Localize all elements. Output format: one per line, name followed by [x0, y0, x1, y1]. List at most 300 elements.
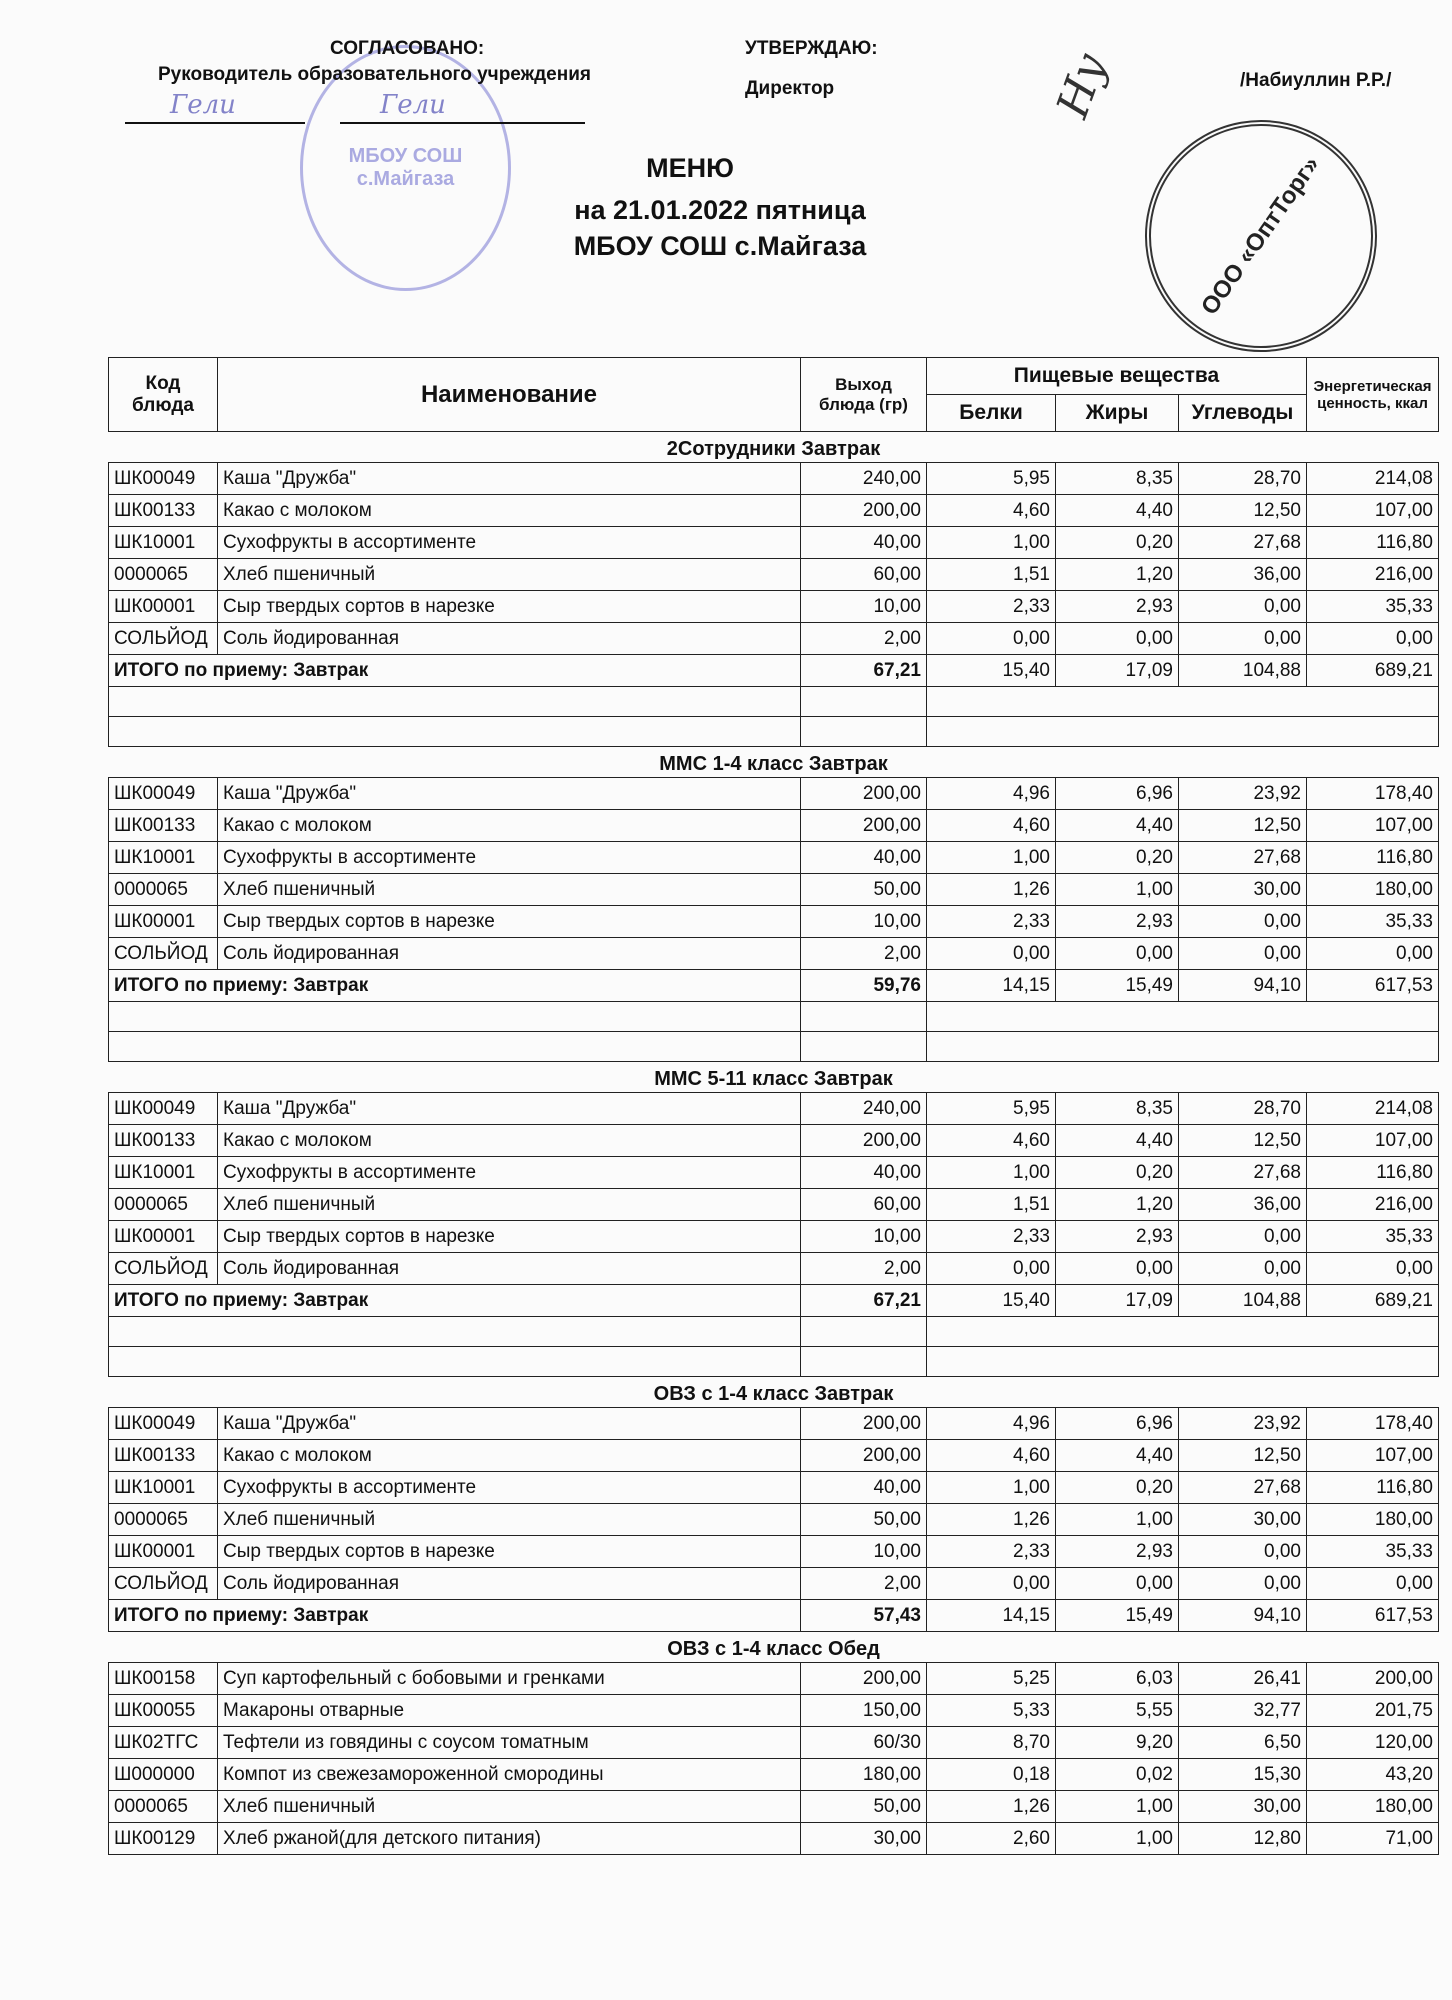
- dish-code: ШК00129: [109, 1823, 218, 1855]
- dish-carbs: 28,70: [1179, 463, 1307, 495]
- doc-title: МЕНЮ: [646, 153, 734, 183]
- dish-carbs: 26,41: [1179, 1663, 1307, 1695]
- dish-fat: 0,00: [1056, 1253, 1179, 1285]
- table-row: [109, 1791, 1439, 1823]
- dish-code: ШК00049: [109, 463, 218, 495]
- dish-fat: 1,00: [1056, 1791, 1179, 1823]
- dish-code: ШК10001: [109, 527, 218, 559]
- dish-fat: 1,00: [1056, 874, 1179, 906]
- total-carbs: 104,88: [1179, 1285, 1307, 1317]
- dish-code: ШК00055: [109, 1695, 218, 1727]
- dish-name: Какао с молоком: [218, 810, 801, 842]
- dish-weight: 50,00: [801, 874, 927, 906]
- total-protein: 14,15: [927, 970, 1056, 1002]
- dish-name: Тефтели из говядины с соусом томатным: [218, 1727, 801, 1759]
- table-row: [109, 1504, 1439, 1536]
- director-label: Директор: [745, 78, 835, 99]
- blank-cell: [801, 1347, 927, 1377]
- dish-weight: 30,00: [801, 1823, 927, 1855]
- dish-protein: 2,60: [927, 1823, 1056, 1855]
- dish-code: ШК00001: [109, 1536, 218, 1568]
- dish-protein: 5,95: [927, 1093, 1056, 1125]
- dish-code: ШК00001: [109, 1221, 218, 1253]
- dish-fat: 2,93: [1056, 906, 1179, 938]
- dish-name: Хлеб пшеничный: [218, 559, 801, 591]
- table-row: [109, 1695, 1439, 1727]
- agreed-label: СОГЛАСОВАНО:: [330, 38, 485, 59]
- dish-weight: 10,00: [801, 906, 927, 938]
- dish-energy: 214,08: [1307, 463, 1439, 495]
- dish-fat: 6,96: [1056, 778, 1179, 810]
- dish-code: ШК10001: [109, 1472, 218, 1504]
- total-label: ИТОГО по приему: Завтрак: [109, 655, 801, 687]
- dish-fat: 1,00: [1056, 1823, 1179, 1855]
- blank-cell: [109, 1002, 801, 1032]
- dish-fat: 8,35: [1056, 1093, 1179, 1125]
- dish-fat: 6,03: [1056, 1663, 1179, 1695]
- dish-name: Сухофрукты в ассортименте: [218, 527, 801, 559]
- total-protein: 15,40: [927, 655, 1056, 687]
- dish-code: ШК00133: [109, 810, 218, 842]
- dish-energy: 35,33: [1307, 591, 1439, 623]
- director-signature: Ну: [1047, 46, 1117, 125]
- table-row: [109, 874, 1439, 906]
- blank-cell: [109, 1032, 801, 1062]
- dish-name: Хлеб пшеничный: [218, 1791, 801, 1823]
- dish-carbs: 6,50: [1179, 1727, 1307, 1759]
- dish-protein: 4,60: [927, 495, 1056, 527]
- section-title-row: [109, 1632, 1439, 1663]
- blank-cell: [801, 1317, 927, 1347]
- dish-carbs: 15,30: [1179, 1759, 1307, 1791]
- dish-protein: 4,96: [927, 778, 1056, 810]
- dish-protein: 1,26: [927, 1791, 1056, 1823]
- dish-name: Хлеб пшеничный: [218, 1504, 801, 1536]
- dish-protein: 1,26: [927, 1504, 1056, 1536]
- dish-fat: 0,02: [1056, 1759, 1179, 1791]
- dish-name: Каша "Дружба": [218, 778, 801, 810]
- dish-energy: 216,00: [1307, 559, 1439, 591]
- dish-carbs: 12,50: [1179, 495, 1307, 527]
- dish-name: Каша "Дружба": [218, 1408, 801, 1440]
- dish-code: ШК00001: [109, 906, 218, 938]
- section-title: ОВЗ с 1-4 класс Обед: [667, 1637, 880, 1660]
- table-row: [109, 1221, 1439, 1253]
- dish-energy: 43,20: [1307, 1759, 1439, 1791]
- dish-name: Каша "Дружба": [218, 1093, 801, 1125]
- table-row: [109, 1440, 1439, 1472]
- dish-fat: 4,40: [1056, 810, 1179, 842]
- dish-code: 0000065: [109, 874, 218, 906]
- dish-energy: 0,00: [1307, 623, 1439, 655]
- table-row: [109, 1759, 1439, 1791]
- dish-name: Каша "Дружба": [218, 463, 801, 495]
- table-row: [109, 495, 1439, 527]
- dish-carbs: 23,92: [1179, 778, 1307, 810]
- blank-cell: [927, 1032, 1439, 1062]
- section-title-row: [109, 1377, 1439, 1408]
- col-carbs: Углеводы: [1179, 395, 1307, 432]
- dish-weight: 10,00: [801, 591, 927, 623]
- col-energy: Энергетическая ценность, ккал: [1307, 358, 1439, 432]
- signature-left-1: Гели: [170, 90, 236, 120]
- total-weight: 67,21: [801, 655, 927, 687]
- dish-carbs: 30,00: [1179, 1504, 1307, 1536]
- dish-fat: 0,00: [1056, 1568, 1179, 1600]
- total-label: ИТОГО по приему: Завтрак: [109, 1285, 801, 1317]
- dish-name: Соль йодированная: [218, 623, 801, 655]
- dish-code: ШК10001: [109, 1157, 218, 1189]
- total-fat: 17,09: [1056, 1285, 1179, 1317]
- total-fat: 17,09: [1056, 655, 1179, 687]
- dish-carbs: 27,68: [1179, 1157, 1307, 1189]
- dish-code: ШК00049: [109, 778, 218, 810]
- table-row: [109, 1663, 1439, 1695]
- col-protein: Белки: [927, 395, 1056, 432]
- dish-code: ШК00158: [109, 1663, 218, 1695]
- dish-fat: 9,20: [1056, 1727, 1179, 1759]
- dish-protein: 0,00: [927, 1568, 1056, 1600]
- dish-fat: 0,20: [1056, 842, 1179, 874]
- dish-code: СОЛЬЙОД: [109, 1568, 218, 1600]
- blank-cell: [801, 687, 927, 717]
- dish-carbs: 27,68: [1179, 527, 1307, 559]
- dish-fat: 0,00: [1056, 938, 1179, 970]
- dish-energy: 0,00: [1307, 938, 1439, 970]
- dish-protein: 1,51: [927, 1189, 1056, 1221]
- dish-weight: 10,00: [801, 1221, 927, 1253]
- col-code: Код блюда: [109, 358, 218, 432]
- blank-cell: [927, 717, 1439, 747]
- total-weight: 67,21: [801, 1285, 927, 1317]
- dish-protein: 5,33: [927, 1695, 1056, 1727]
- dish-name: Соль йодированная: [218, 1568, 801, 1600]
- menu-body: [109, 432, 1439, 1855]
- total-energy: 617,53: [1307, 1600, 1439, 1632]
- dish-code: ШК02ТГС: [109, 1727, 218, 1759]
- dish-weight: 200,00: [801, 1125, 927, 1157]
- table-row: [109, 938, 1439, 970]
- dish-weight: 40,00: [801, 1157, 927, 1189]
- dish-name: Сыр твердых сортов в нарезке: [218, 1536, 801, 1568]
- dish-energy: 116,80: [1307, 527, 1439, 559]
- blank-cell: [801, 1002, 927, 1032]
- dish-protein: 2,33: [927, 591, 1056, 623]
- section-title-row: [109, 747, 1439, 778]
- blank-row: [109, 1032, 1439, 1062]
- dish-fat: 0,20: [1056, 527, 1179, 559]
- total-carbs: 94,10: [1179, 1600, 1307, 1632]
- dish-carbs: 0,00: [1179, 938, 1307, 970]
- table-row: [109, 1253, 1439, 1285]
- dish-carbs: 30,00: [1179, 874, 1307, 906]
- dish-weight: 10,00: [801, 1536, 927, 1568]
- dish-energy: 35,33: [1307, 1221, 1439, 1253]
- total-weight: 59,76: [801, 970, 927, 1002]
- table-row: [109, 559, 1439, 591]
- dish-energy: 107,00: [1307, 810, 1439, 842]
- dish-carbs: 12,50: [1179, 810, 1307, 842]
- dish-weight: 240,00: [801, 1093, 927, 1125]
- dish-weight: 50,00: [801, 1504, 927, 1536]
- dish-carbs: 0,00: [1179, 1221, 1307, 1253]
- dish-protein: 8,70: [927, 1727, 1056, 1759]
- dish-protein: 1,26: [927, 874, 1056, 906]
- section-title: ММС 5-11 класс Завтрак: [654, 1067, 893, 1090]
- dish-energy: 107,00: [1307, 1125, 1439, 1157]
- total-carbs: 104,88: [1179, 655, 1307, 687]
- dish-name: Хлеб ржаной(для детского питания): [218, 1823, 801, 1855]
- table-row: [109, 1408, 1439, 1440]
- dish-carbs: 0,00: [1179, 906, 1307, 938]
- dish-carbs: 0,00: [1179, 1536, 1307, 1568]
- dish-energy: 180,00: [1307, 1791, 1439, 1823]
- dish-weight: 2,00: [801, 1568, 927, 1600]
- director-name: /Набиуллин Р.Р./: [1240, 70, 1392, 91]
- table-row: [109, 1823, 1439, 1855]
- dish-fat: 1,20: [1056, 1189, 1179, 1221]
- dish-energy: 216,00: [1307, 1189, 1439, 1221]
- dish-weight: 60,00: [801, 559, 927, 591]
- menu-table: [108, 357, 1439, 1855]
- dish-weight: 40,00: [801, 527, 927, 559]
- dish-protein: 1,00: [927, 1157, 1056, 1189]
- total-row: [109, 655, 1439, 687]
- dish-name: Соль йодированная: [218, 1253, 801, 1285]
- section-title-row: [109, 432, 1439, 463]
- dish-carbs: 0,00: [1179, 1568, 1307, 1600]
- dish-weight: 200,00: [801, 810, 927, 842]
- blank-cell: [927, 1317, 1439, 1347]
- table-row: [109, 1093, 1439, 1125]
- total-energy: 689,21: [1307, 655, 1439, 687]
- dish-energy: 180,00: [1307, 1504, 1439, 1536]
- total-label: ИТОГО по приему: Завтрак: [109, 970, 801, 1002]
- blank-cell: [109, 1347, 801, 1377]
- table-row: [109, 1568, 1439, 1600]
- dish-weight: 60,00: [801, 1189, 927, 1221]
- dish-carbs: 32,77: [1179, 1695, 1307, 1727]
- dish-weight: 180,00: [801, 1759, 927, 1791]
- blank-cell: [927, 687, 1439, 717]
- dish-energy: 71,00: [1307, 1823, 1439, 1855]
- total-row: [109, 1285, 1439, 1317]
- blank-cell: [109, 687, 801, 717]
- dish-protein: 4,96: [927, 1408, 1056, 1440]
- total-carbs: 94,10: [1179, 970, 1307, 1002]
- dish-name: Компот из свежезамороженной смородины: [218, 1759, 801, 1791]
- dish-name: Сухофрукты в ассортименте: [218, 1157, 801, 1189]
- dish-protein: 1,00: [927, 842, 1056, 874]
- dish-carbs: 30,00: [1179, 1791, 1307, 1823]
- dish-weight: 200,00: [801, 778, 927, 810]
- school-stamp-text: МБОУ СОШ с.Майгаза: [348, 145, 463, 190]
- total-energy: 617,53: [1307, 970, 1439, 1002]
- dish-name: Хлеб пшеничный: [218, 874, 801, 906]
- dish-protein: 2,33: [927, 906, 1056, 938]
- dish-fat: 8,35: [1056, 463, 1179, 495]
- dish-name: Сыр твердых сортов в нарезке: [218, 591, 801, 623]
- dish-carbs: 27,68: [1179, 1472, 1307, 1504]
- dish-energy: 107,00: [1307, 495, 1439, 527]
- total-fat: 15,49: [1056, 1600, 1179, 1632]
- table-row: [109, 1727, 1439, 1759]
- signature-left-2: Гели: [380, 90, 446, 120]
- supplier-stamp-text: ООО «ОптТорг»: [1195, 151, 1326, 320]
- dish-protein: 5,25: [927, 1663, 1056, 1695]
- total-fat: 15,49: [1056, 970, 1179, 1002]
- dish-energy: 180,00: [1307, 874, 1439, 906]
- dish-weight: 40,00: [801, 1472, 927, 1504]
- blank-row: [109, 1347, 1439, 1377]
- blank-cell: [109, 717, 801, 747]
- dish-weight: 2,00: [801, 1253, 927, 1285]
- dish-energy: 201,75: [1307, 1695, 1439, 1727]
- table-row: [109, 463, 1439, 495]
- dish-protein: 4,60: [927, 810, 1056, 842]
- total-row: [109, 970, 1439, 1002]
- dish-energy: 0,00: [1307, 1253, 1439, 1285]
- dish-name: Какао с молоком: [218, 495, 801, 527]
- dish-code: СОЛЬЙОД: [109, 623, 218, 655]
- section-title: ОВЗ с 1-4 класс Завтрак: [653, 1382, 894, 1405]
- dish-carbs: 0,00: [1179, 1253, 1307, 1285]
- dish-weight: 2,00: [801, 623, 927, 655]
- dish-protein: 2,33: [927, 1221, 1056, 1253]
- dish-protein: 5,95: [927, 463, 1056, 495]
- signature-line-2: [340, 122, 585, 124]
- table-row: [109, 1536, 1439, 1568]
- dish-code: ШК00001: [109, 591, 218, 623]
- total-label: ИТОГО по приему: Завтрак: [109, 1600, 801, 1632]
- dish-code: ШК00049: [109, 1093, 218, 1125]
- dish-carbs: 12,50: [1179, 1440, 1307, 1472]
- table-row: [109, 1189, 1439, 1221]
- dish-fat: 1,20: [1056, 559, 1179, 591]
- dish-weight: 200,00: [801, 1440, 927, 1472]
- dish-weight: 240,00: [801, 463, 927, 495]
- blank-row: [109, 717, 1439, 747]
- dish-weight: 200,00: [801, 1408, 927, 1440]
- dish-code: ШК00133: [109, 1440, 218, 1472]
- dish-carbs: 0,00: [1179, 591, 1307, 623]
- total-protein: 15,40: [927, 1285, 1056, 1317]
- total-protein: 14,15: [927, 1600, 1056, 1632]
- dish-fat: 0,20: [1056, 1157, 1179, 1189]
- dish-fat: 4,40: [1056, 1125, 1179, 1157]
- blank-cell: [927, 1347, 1439, 1377]
- table-row: [109, 1157, 1439, 1189]
- table-row: [109, 527, 1439, 559]
- dish-energy: 116,80: [1307, 1472, 1439, 1504]
- dish-carbs: 12,80: [1179, 1823, 1307, 1855]
- dish-fat: 2,93: [1056, 1221, 1179, 1253]
- dish-weight: 2,00: [801, 938, 927, 970]
- dish-code: СОЛЬЙОД: [109, 938, 218, 970]
- dish-energy: 0,00: [1307, 1568, 1439, 1600]
- dish-carbs: 23,92: [1179, 1408, 1307, 1440]
- dish-protein: 0,00: [927, 623, 1056, 655]
- dish-name: Хлеб пшеничный: [218, 1189, 801, 1221]
- doc-school: МБОУ СОШ с.Майгаза: [573, 231, 867, 261]
- blank-cell: [109, 1317, 801, 1347]
- table-row: [109, 842, 1439, 874]
- approve-label: УТВЕРЖДАЮ:: [745, 38, 878, 59]
- dish-name: Сухофрукты в ассортименте: [218, 842, 801, 874]
- signature-line-1: [125, 122, 305, 124]
- doc-date: на 21.01.2022 пятница: [574, 195, 866, 225]
- dish-energy: 120,00: [1307, 1727, 1439, 1759]
- dish-code: 0000065: [109, 1791, 218, 1823]
- dish-weight: 40,00: [801, 842, 927, 874]
- table-row: [109, 810, 1439, 842]
- dish-code: ШК00049: [109, 1408, 218, 1440]
- dish-energy: 200,00: [1307, 1663, 1439, 1695]
- dish-weight: 200,00: [801, 1663, 927, 1695]
- dish-name: Какао с молоком: [218, 1440, 801, 1472]
- dish-fat: 0,00: [1056, 623, 1179, 655]
- dish-energy: 116,80: [1307, 842, 1439, 874]
- table-row: [109, 1472, 1439, 1504]
- dish-code: Ш000000: [109, 1759, 218, 1791]
- dish-weight: 200,00: [801, 495, 927, 527]
- dish-fat: 0,20: [1056, 1472, 1179, 1504]
- dish-protein: 0,18: [927, 1759, 1056, 1791]
- dish-energy: 116,80: [1307, 1157, 1439, 1189]
- dish-fat: 4,40: [1056, 495, 1179, 527]
- dish-energy: 35,33: [1307, 1536, 1439, 1568]
- blank-row: [109, 1317, 1439, 1347]
- blank-row: [109, 687, 1439, 717]
- table-row: [109, 591, 1439, 623]
- dish-name: Сухофрукты в ассортименте: [218, 1472, 801, 1504]
- dish-weight: 150,00: [801, 1695, 927, 1727]
- total-row: [109, 1600, 1439, 1632]
- dish-protein: 1,00: [927, 1472, 1056, 1504]
- dish-protein: 4,60: [927, 1125, 1056, 1157]
- dish-carbs: 28,70: [1179, 1093, 1307, 1125]
- dish-name: Какао с молоком: [218, 1125, 801, 1157]
- dish-carbs: 27,68: [1179, 842, 1307, 874]
- col-weight: Выход блюда (гр): [801, 358, 927, 432]
- dish-code: ШК00133: [109, 495, 218, 527]
- dish-code: 0000065: [109, 559, 218, 591]
- table-row: [109, 623, 1439, 655]
- table-row: [109, 778, 1439, 810]
- dish-protein: 1,51: [927, 559, 1056, 591]
- dish-protein: 0,00: [927, 1253, 1056, 1285]
- dish-carbs: 0,00: [1179, 623, 1307, 655]
- dish-fat: 2,93: [1056, 1536, 1179, 1568]
- dish-protein: 4,60: [927, 1440, 1056, 1472]
- table-row: [109, 906, 1439, 938]
- dish-energy: 107,00: [1307, 1440, 1439, 1472]
- dish-weight: 50,00: [801, 1791, 927, 1823]
- col-name: Наименование: [218, 358, 801, 432]
- section-title: ММС 1-4 класс Завтрак: [659, 752, 888, 775]
- dish-name: Сыр твердых сортов в нарезке: [218, 906, 801, 938]
- total-energy: 689,21: [1307, 1285, 1439, 1317]
- dish-fat: 6,96: [1056, 1408, 1179, 1440]
- dish-code: СОЛЬЙОД: [109, 1253, 218, 1285]
- dish-code: ШК10001: [109, 842, 218, 874]
- blank-row: [109, 1002, 1439, 1032]
- dish-energy: 178,40: [1307, 778, 1439, 810]
- dish-weight: 60/30: [801, 1727, 927, 1759]
- dish-name: Макароны отварные: [218, 1695, 801, 1727]
- dish-code: 0000065: [109, 1504, 218, 1536]
- dish-code: 0000065: [109, 1189, 218, 1221]
